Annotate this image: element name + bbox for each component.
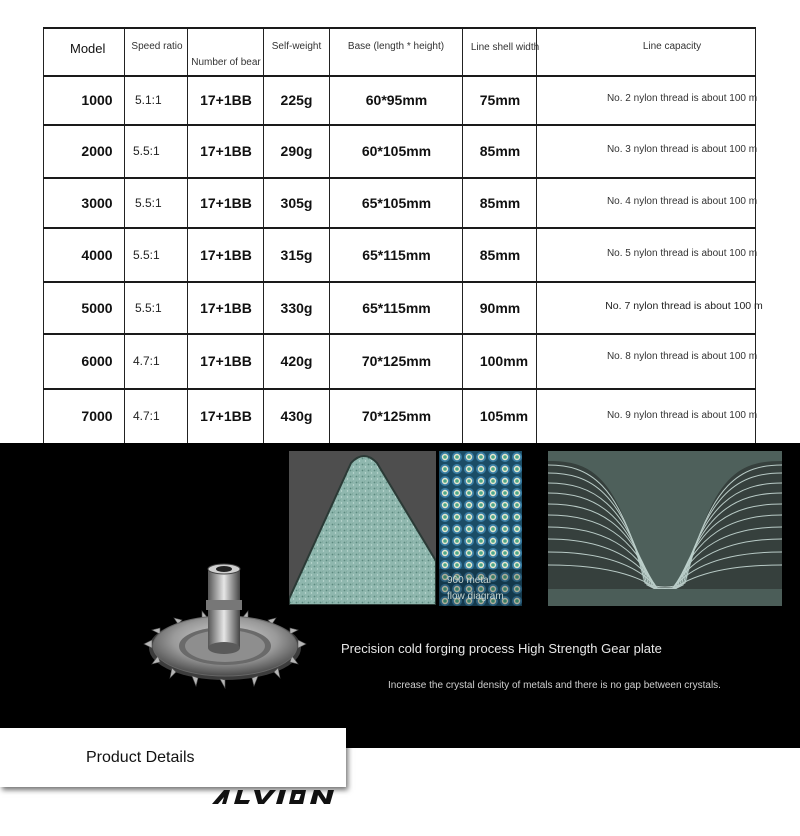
table-cell-weight: 420g xyxy=(280,353,313,369)
feature-title: Precision cold forging process High Strength Gear plate xyxy=(341,641,662,656)
table-cell-bearings: 17+1BB xyxy=(200,246,252,263)
forging-texture-image xyxy=(289,451,436,605)
table-cell-width: 90mm xyxy=(479,299,521,316)
table-cell-model: 5000 xyxy=(81,299,113,316)
table-cell-capacity: No. 5 nylon thread is about 100 m xyxy=(606,247,758,259)
table-cell-capacity: No. 4 nylon thread is about 100 m xyxy=(606,195,758,207)
table-cell-weight: 305g xyxy=(280,195,313,211)
table-cell-width: 105mm xyxy=(479,408,529,424)
table-cell-bearings: 17+1BB xyxy=(200,353,252,369)
header-self-weight: Self-weight xyxy=(271,40,322,52)
table-cell-model: 7000 xyxy=(81,408,113,424)
table-cell-base: 70*125mm xyxy=(361,353,432,369)
product-details-card xyxy=(0,728,346,787)
table-cell-base: 70*125mm xyxy=(361,408,432,424)
table-cell-ratio: 5.5:1 xyxy=(135,196,162,210)
header-speed-ratio: Speed ratio xyxy=(131,40,183,52)
table-cell-capacity: No. 3 nylon thread is about 100 m xyxy=(606,143,758,155)
table-cell-capacity: No. 8 nylon thread is about 100 m xyxy=(606,351,758,362)
table-cell-bearings: 17+1BB xyxy=(200,195,252,211)
table-cell-capacity: No. 9 nylon thread is about 100 m xyxy=(606,409,758,421)
table-cell-width: 100mm xyxy=(479,353,529,369)
table-cell-ratio: 4.7:1 xyxy=(133,354,160,368)
table-cell-model: 6000 xyxy=(81,353,113,369)
table-cell-base: 65*105mm xyxy=(361,195,432,211)
table-cell-weight: 330g xyxy=(280,299,313,316)
header-bearings: Number of bear xyxy=(191,56,261,68)
table-cell-ratio: 4.7:1 xyxy=(133,409,160,423)
table-cell-model: 3000 xyxy=(81,195,113,211)
header-base: Base (length * height) xyxy=(347,40,445,52)
table-cell-base: 65*115mm xyxy=(362,246,431,263)
metal-flow-image xyxy=(548,451,782,606)
table-cell-width: 85mm xyxy=(479,246,521,263)
table-cell-model: 4000 xyxy=(81,246,113,263)
header-line-capacity: Line capacity xyxy=(642,40,702,52)
table-cell-capacity: No. 7 nylon thread is about 100 m xyxy=(605,300,763,312)
table-cell-weight: 225g xyxy=(280,92,313,108)
table-cell-bearings: 17+1BB xyxy=(200,92,252,108)
feature-subtitle: Increase the crystal density of metals and there is no gap between crystals. xyxy=(388,680,721,691)
table-cell-model: 2000 xyxy=(81,143,113,159)
table-cell-weight: 290g xyxy=(280,143,313,159)
table-cell-ratio: 5.5:1 xyxy=(135,300,162,315)
metal-label-line1: 900 metal xyxy=(447,575,491,586)
product-details-label: Product Details xyxy=(86,748,195,766)
table-cell-width: 85mm xyxy=(479,143,521,159)
table-cell-ratio: 5.1:1 xyxy=(135,93,162,107)
table-cell-ratio: 5.5:1 xyxy=(133,247,160,262)
header-line-shell-width: Line shell width xyxy=(470,41,540,53)
metal-label-line2: flow diagram xyxy=(447,591,504,602)
table-cell-width: 85mm xyxy=(479,195,521,211)
table-cell-weight: 315g xyxy=(280,246,313,263)
table-cell-capacity: No. 2 nylon thread is about 100 m xyxy=(606,92,758,104)
table-cell-base: 60*105mm xyxy=(361,143,432,159)
brand-logo xyxy=(210,788,342,806)
table-cell-base: 60*95mm xyxy=(365,92,428,108)
table-cell-weight: 430g xyxy=(280,408,313,424)
table-cell-ratio: 5.5:1 xyxy=(133,144,160,158)
table-cell-model: 1000 xyxy=(81,92,113,108)
table-cell-base: 65*115mm xyxy=(362,299,431,316)
table-cell-bearings: 17+1BB xyxy=(200,408,252,424)
table-cell-bearings: 17+1BB xyxy=(200,299,252,316)
table-cell-width: 75mm xyxy=(479,92,521,108)
header-model: Model xyxy=(70,40,106,56)
table-cell-bearings: 17+1BB xyxy=(200,143,252,159)
spec-table xyxy=(43,27,763,443)
gear-image xyxy=(140,560,310,710)
